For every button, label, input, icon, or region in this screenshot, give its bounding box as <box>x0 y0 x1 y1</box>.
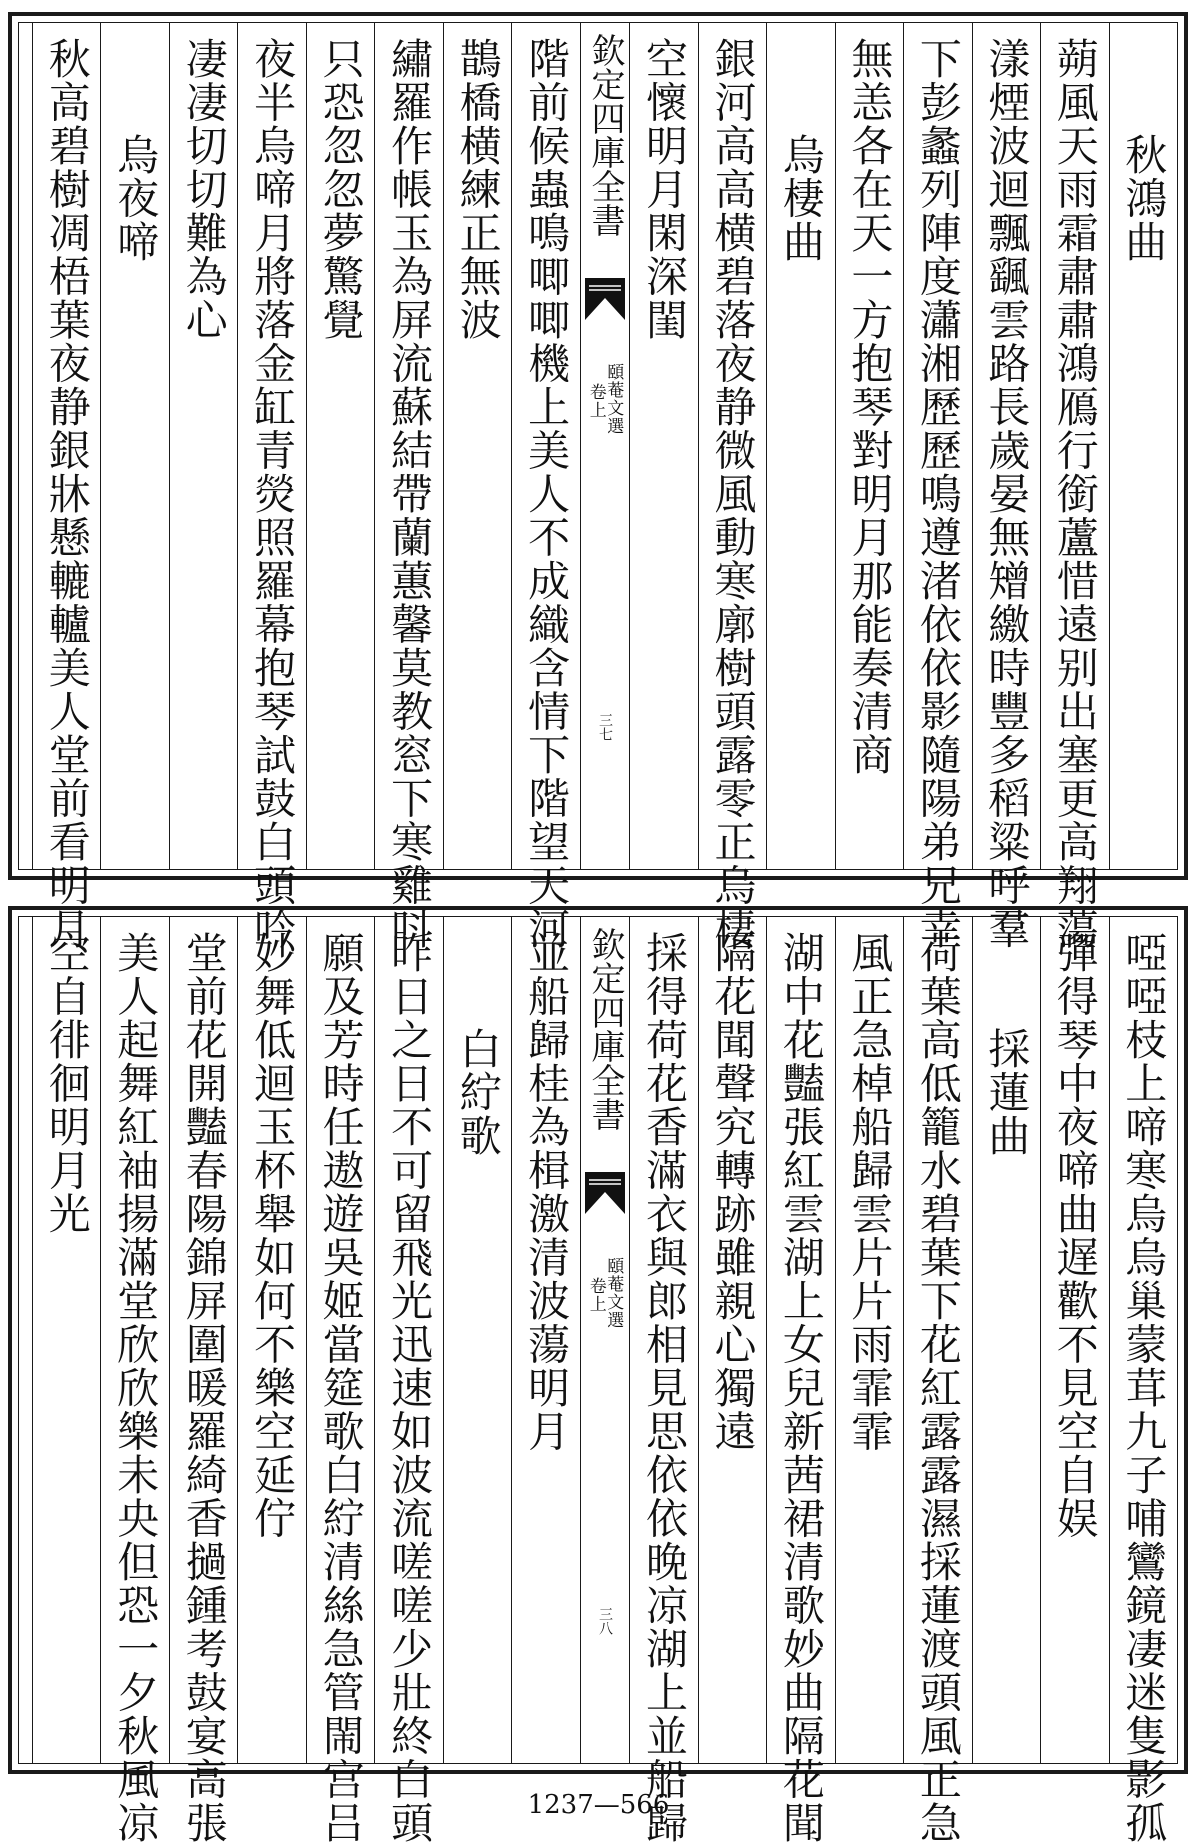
verse-line: 啞啞枝上啼寒烏烏巢蒙茸九子哺鸞鏡凄迷隻影孤 <box>1119 931 1169 1845</box>
text-column <box>306 23 374 869</box>
verse-line: 空自徘徊明月光 <box>42 931 92 1236</box>
verse-line: 蒴風天雨霜肅肅鴻鴈行銜蘆惜遠别出塞更高翔蕩 <box>1050 37 1100 951</box>
verse-line: 昨日之日不可留飛光迅速如波流嗟嗟少壯終白頭 <box>385 931 435 1845</box>
text-column <box>32 917 100 1763</box>
poem-title-column <box>972 917 1040 1763</box>
upper-text-grid <box>18 22 1178 951</box>
text-column <box>1109 917 1177 1845</box>
text-column <box>1040 23 1108 951</box>
verse-line: 風正急棹船歸雲片片雨霏霏 <box>845 931 895 1453</box>
poem-title: 採蓮曲 <box>982 1027 1032 1158</box>
volume-label: 卷上 <box>585 1277 606 1313</box>
poem-title-column <box>1109 23 1177 869</box>
verse-line: 美人起舞紅袖揚滿堂欣欣樂未央但恐一夕秋風凉 <box>111 931 161 1845</box>
verse-line: 階前候蟲鳴唧唧機上美人不成織含情下階望天河 <box>522 37 572 951</box>
text-column <box>443 23 511 869</box>
text-column <box>237 917 305 1763</box>
text-column <box>629 917 697 1845</box>
verse-line: 隔花聞聲究轉跡雖親心獨遠 <box>708 931 758 1453</box>
poem-title: 烏夜啼 <box>111 133 161 264</box>
text-column <box>237 23 305 951</box>
verse-line: 漾煙波迴飄颻雲路長歲晏無矰繳時豐多稻粱呼羣 <box>982 37 1032 951</box>
upper-page-frame <box>8 12 1188 951</box>
poem-title: 白紵歌 <box>453 1027 503 1158</box>
text-column <box>1040 917 1108 1763</box>
poem-title-column <box>443 917 511 1763</box>
verse-line: 無恙各在天一方抱琴對明月那能奏清商 <box>845 37 895 777</box>
verse-line: 願及芳時任遨遊吳姬當筵歌白紵清絲急管閙宫吕 <box>316 931 366 1845</box>
center-fold-column <box>580 917 629 1763</box>
verse-line: 下彭蠡列陣度瀟湘歷歷鳴遵渚依依影隨陽弟兄幸 <box>913 37 963 951</box>
poem-title-column <box>100 23 168 869</box>
verse-line: 妙舞低迴玉杯舉如何不樂空延佇 <box>248 931 298 1540</box>
text-column <box>511 917 579 1763</box>
text-column <box>698 917 766 1763</box>
fish-tail-ornament-icon <box>585 1172 625 1214</box>
collection-title: 欽定四庫全書 <box>585 33 625 237</box>
verse-line: 凄凄切切難為心 <box>179 37 229 342</box>
verse-line: 空懷明月閑深閨 <box>639 37 689 342</box>
verse-line: 鵲橋横練正無波 <box>453 37 503 342</box>
leaf-number: 三八 <box>597 1607 613 1635</box>
verse-line: 荷葉高低籠水碧葉下花紅露露濕採蓮渡頭風正急 <box>913 931 963 1845</box>
verse-line: 湖中花豔張紅雲湖上女兒新茜裙清歌妙曲隔花聞 <box>776 931 826 1845</box>
text-column <box>903 23 971 951</box>
collection-title: 欽定四庫全書 <box>585 927 625 1131</box>
volume-label: 卷上 <box>585 383 606 419</box>
book-name: 頤菴文選 <box>603 363 624 435</box>
poem-title: 烏棲曲 <box>776 133 826 264</box>
center-fold-column <box>580 23 629 869</box>
leaf-number: 三七 <box>597 713 613 741</box>
verse-line: 只恐忽忽夢驚覺 <box>316 37 366 342</box>
verse-line: 夜半烏啼月將落金缸青熒照羅幕抱琴試鼓白頭吟 <box>248 37 298 951</box>
text-column <box>169 23 237 869</box>
verse-line: 並船歸桂為楫激清波蕩明月 <box>522 931 572 1453</box>
verse-line: 銀河高高横碧落夜静微風動寒廓樹頭露零正烏棲 <box>708 37 758 951</box>
book-name: 頤菴文選 <box>603 1257 624 1329</box>
text-column <box>306 917 374 1845</box>
text-column <box>100 917 168 1845</box>
page-number-footer: 1237—566 <box>527 1790 670 1820</box>
poem-title-column <box>766 23 834 869</box>
fish-tail-ornament-icon <box>585 278 625 320</box>
text-column <box>835 917 903 1763</box>
text-column <box>972 23 1040 951</box>
text-column <box>903 917 971 1845</box>
text-column <box>511 23 579 951</box>
text-column <box>169 917 237 1845</box>
text-column <box>698 23 766 951</box>
verse-line: 秋高碧樹凋梧葉夜静銀牀懸轆轤美人堂前看明月 <box>42 37 92 951</box>
poem-title: 秋鴻曲 <box>1119 133 1169 264</box>
verse-line: 彈得琴中夜啼曲遅歡不見空自娱 <box>1050 931 1100 1540</box>
verse-line: 堂前花開豔春陽錦屏圍暖羅綺香撾鍾考鼓宴高張 <box>179 931 229 1845</box>
text-column <box>374 23 442 951</box>
verse-line: 採得荷花香滿衣與郎相見思依依晚凉湖上並船歸 <box>639 931 689 1845</box>
text-column <box>766 917 834 1845</box>
verse-line: 繡羅作帳玉為屏流蘇結帶蘭蕙馨莫教窓下寒雞呌 <box>385 37 435 951</box>
text-column <box>32 23 100 951</box>
text-column <box>374 917 442 1845</box>
text-column <box>629 23 697 869</box>
text-column <box>835 23 903 869</box>
